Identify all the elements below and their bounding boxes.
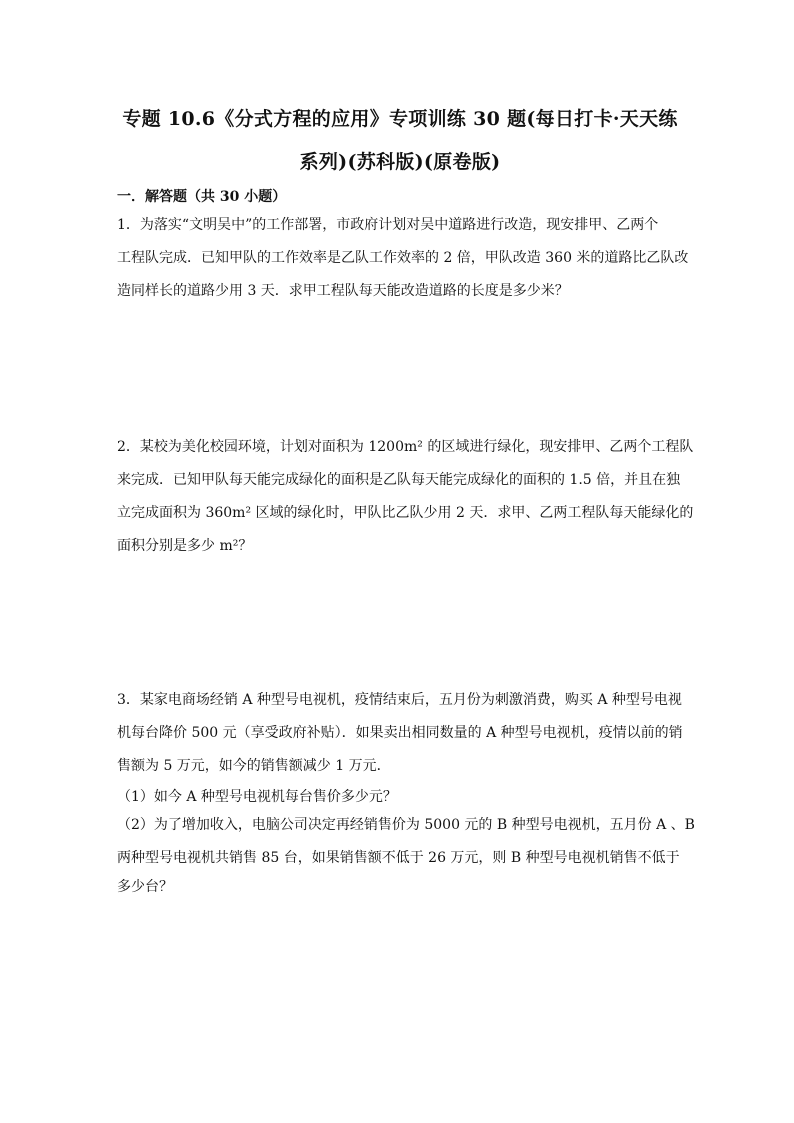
question-2-line-4: 面积分别是多少 m²？ bbox=[117, 538, 253, 554]
document-title-line-2: 系列)(苏科版)(原卷版) bbox=[299, 151, 501, 173]
question-2-line-3: 立完成面积为 360m² 区域的绿化时，甲队比乙队少用 2 天．求甲、乙两工程队每天能绿化的 bbox=[117, 505, 694, 521]
question-3-line-1: 3．某家电商场经销 A 种型号电视机，疫情结束后，五月份为刺激消费，购买 A 种型号电视 bbox=[117, 692, 682, 708]
question-1-line-3: 造同样长的道路少用 3 天．求甲工程队每天能改造道路的长度是多少米？ bbox=[117, 283, 569, 299]
question-3-subquestion-2-line-1: （2）为了增加收入，电脑公司决定再经销售价为 5000 元的 B 种型号电视机，五月份 A 、B bbox=[117, 817, 695, 833]
question-3-line-2: 机每台降价 500 元（享受政府补贴）．如果卖出相同数量的 A 种型号电视机，疫情以前的销 bbox=[117, 725, 683, 741]
question-3-line-3: 售额为 5 万元，如今的销售额减少 1 万元． bbox=[117, 758, 391, 774]
question-2-line-1: 2．某校为美化校园环境，计划对面积为 1200m² 的区域进行绿化，现安排甲、乙两个工程队 bbox=[117, 439, 694, 455]
question-1-line-1: 1．为落实“文明吴中”的工作部署，市政府计划对吴中道路进行改造，现安排甲、乙两个 bbox=[117, 217, 659, 233]
question-3-subquestion-2-line-2: 两种型号电视机共销售 85 台，如果销售额不低于 26 万元，则 B 种型号电视机销售不低于 bbox=[117, 850, 680, 866]
question-3-subquestion-1: （1）如今 A 种型号电视机每台售价多少元？ bbox=[117, 789, 397, 805]
question-3-subquestion-2-line-3: 多少台？ bbox=[117, 879, 173, 895]
question-2-line-2: 来完成．已知甲队每天能完成绿化的面积是乙队每天能完成绿化的面积的 1.5 倍，并且在独 bbox=[117, 472, 681, 488]
question-1-line-2: 工程队完成．已知甲队的工作效率是乙队工作效率的 2 倍，甲队改造 360 米的道路比乙队改 bbox=[117, 250, 689, 266]
section-heading: 一．解答题（共 30 小题） bbox=[117, 189, 287, 205]
document-title-line-1: 专题 10.6《分式方程的应用》专项训练 30 题(每日打卡·天天练 bbox=[122, 108, 678, 130]
